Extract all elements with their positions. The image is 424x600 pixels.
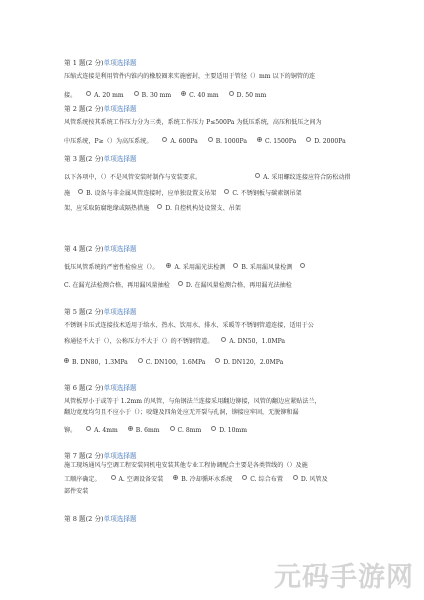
question-8	[64, 513, 394, 523]
answer-options: 工顺序确定。 A. 空调设备安装 B. 冷却循环水系统 C. 综合布置 D. 风管及	[64, 475, 328, 483]
question-5	[64, 306, 394, 367]
radio-a[interactable]	[166, 263, 171, 268]
radio-c[interactable]	[300, 263, 305, 268]
radio-d[interactable]	[293, 475, 298, 480]
radio-b[interactable]	[173, 475, 178, 480]
radio-b[interactable]	[208, 137, 213, 142]
radio-a[interactable]	[255, 173, 260, 178]
radio-b[interactable]	[134, 91, 139, 96]
radio-b[interactable]	[64, 358, 69, 363]
question-header: 第 6 题(2 分)单项选择题	[64, 384, 137, 392]
question-7	[64, 450, 394, 495]
answer-options: B. DN80，1.3MPa C. DN100，1.6MPa D. DN120，2.0MPa	[64, 358, 394, 367]
question-text: 风管板厚小于或等于 1.2mm 的风管，与角钢法兰连接采用翻边铆接，风管的翻边应紧贴法兰，	[64, 398, 321, 405]
question-4	[64, 243, 394, 289]
radio-b[interactable]	[78, 189, 83, 194]
question-text-continued: 翻边宽度均匀且不应小于（）；咬缝及四角处应无开裂与孔洞，铆接应牢固，无脱铆和漏	[64, 408, 299, 416]
question-text: 施工现场通风与空调工程安装同机电安装其他专业工程协调配合主要是各类管线的（）及施	[64, 462, 308, 469]
question-1	[64, 57, 394, 100]
question-2	[64, 103, 394, 146]
question-text: 压缩式连接是利用管件内锥内的橡胶圈来实施密封，主要适用于管径（）mm 以下的铜管的连	[64, 73, 316, 80]
radio-c[interactable]	[181, 91, 186, 96]
radio-b[interactable]	[128, 426, 133, 431]
radio-a[interactable]	[86, 426, 91, 431]
question-text-continued: C. 在漏光法检测合格，再用漏风量抽检 D. 在漏风量检测合格，再用漏光法抽检	[64, 281, 292, 289]
radio-d[interactable]	[306, 137, 311, 142]
radio-b[interactable]	[233, 263, 238, 268]
question-header: 第 5 题(2 分)单项选择题	[64, 308, 137, 316]
question-6	[64, 382, 394, 435]
radio-a[interactable]	[111, 475, 116, 480]
radio-d[interactable]	[157, 204, 162, 209]
question-text: 风管系统按其系统工作压力分为三类，系统工作压力 P≤500Pa 为低压系统，高压和低压之间为	[64, 119, 322, 126]
question-text-continued: 部件安装	[64, 487, 89, 495]
answer-options: 铆。 A. 4mm B. 6mm C. 8mm D. 10mm	[64, 427, 248, 435]
question-text: 低压风管系统的严密性检验应（）。 A. 采用漏光法检测 B. 采用漏风量检测	[64, 263, 394, 272]
answer-options: 中压系统，P≥（）为高压系统。 A. 600Pa B. 1000Pa C. 1500Pa D. 2000Pa	[64, 137, 346, 145]
radio-c[interactable]	[242, 475, 247, 480]
radio-d[interactable]	[215, 358, 220, 363]
radio-c[interactable]	[138, 358, 143, 363]
radio-c[interactable]	[257, 137, 262, 142]
question-text: 以下各项中，（）不是风管安装时制作与安装要求。 A. 采用螺纹连接应符合防松动措	[64, 174, 351, 181]
radio-d[interactable]	[211, 426, 216, 431]
question-header: 第 8 题(2 分)单项选择题	[64, 515, 137, 523]
watermark-logo: 元码手游网	[274, 562, 414, 593]
question-text-continued: 称通径不大于（），公称压力不大于（）的不锈钢管道。 A. DN50，1.0MPa	[64, 337, 286, 345]
radio-c[interactable]	[224, 189, 229, 194]
question-header: 第 2 题(2 分)单项选择题	[64, 105, 137, 113]
radio-a[interactable]	[86, 91, 91, 96]
question-header: 第 4 题(2 分)单项选择题	[64, 245, 137, 253]
radio-a[interactable]	[162, 137, 167, 142]
radio-d[interactable]	[178, 281, 183, 286]
question-text: 不锈钢卡压式连接技术适用于给水、热水、饮用水、排水、采暖等不锈钢管道连接，适用于公	[64, 322, 314, 329]
question-3	[64, 153, 394, 213]
answer-options: 接。 A. 20 mm B. 30 mm C. 40 mm D. 50 mm	[64, 91, 267, 99]
question-header: 第 3 题(2 分)单项选择题	[64, 155, 137, 163]
radio-a[interactable]	[221, 337, 226, 342]
question-text-continued: 施 B. 设备与非金属风管连接时，应单独设置支吊架 C. 不锈钢板与碳素钢吊架	[64, 189, 302, 197]
radio-d[interactable]	[229, 91, 234, 96]
question-text-continued: 架，应采取防腐绝缘或隔热措施 D. 自控机构处设置支、吊架	[64, 205, 241, 213]
question-header: 第 7 题(2 分)单项选择题	[64, 452, 137, 460]
radio-c[interactable]	[170, 426, 175, 431]
question-header: 第 1 题(2 分)单项选择题	[64, 59, 137, 67]
